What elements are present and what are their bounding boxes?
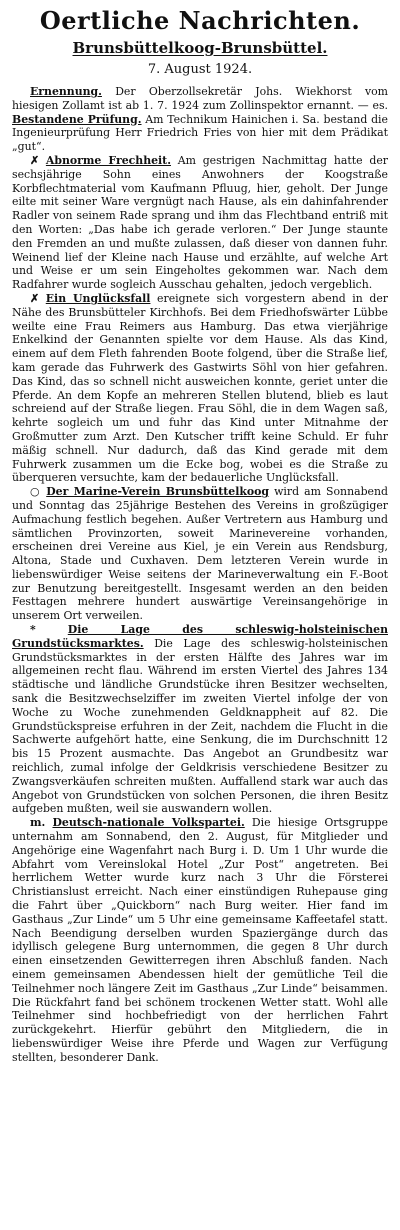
article-body: Die hiesige Ortsgruppe unternahm am Sonnabend, den 2. August, für Mitglieder und Angehörige eine Wagenfahrt nach Burg i. D. Um 1 Uhr wurde die Abfahrt vom Vereinslokal Hotel „Zur Post“ angetreten. Bei herrlichem Wetter wurde kurz nach 3 Uhr die Försterei Christianslust erreicht. Nach einer einstündigen Ruhepause ging die Fahrt über „Quickborn“ nach Burg weiter. Hier fand im Gasthaus „Zur Linde“ um 5 Uhr eine gemeinsame Kaffeetafel statt. Nach Beendigung derselben wurden Spaziergänge durch das idyllisch gelegene Burg unternommen, die gegen 8 Uhr durch einen einsetzenden Gewitterregen ihren Abschluß fanden. Nach einem gemeinsamen Abendessen hielt der gemütliche Teil die Teilnehmer noch längere Zeit im Gasthaus „Zur Linde“ beisammen. Die Rückfahrt fand bei schönem trockenen Wetter statt. Wohl alle Teilnehmer sind hochbefriedigt von der herrlichen Fahrt zurückgekehrt. Hierfür gebührt den Mitgliedern, die in liebenswürdiger Weise ihre Pferde und Wagen zur Verfügung stellten, besonderer Dank. [12,816,388,1064]
issue-date: 7. August 1924. [147,62,253,77]
article-marine-verein [12,485,388,623]
article-ernennung [12,85,388,154]
article-headline: Die Lage des schleswig-holsteinischen Grundstücksmarktes. [12,623,388,650]
masthead [12,6,388,79]
article-inline-headline: Bestandene Prüfung. [12,112,142,126]
location-subtitle: Brunsbüttelkoog-Brunsbüttel. [72,39,328,57]
article-body: ereignete sich vorgestern abend in der Nähe des Brunsbütteler Kirchhofs. Bei dem Friedhofswärter Lübbe weilte eine Frau Reimers aus Hamburg. Das etwa vierjährige Enkelkind der Genannten spielte vor dem Hause. Als das Kind, einem auf dem Fleth fahrenden Boote folgend, über die Straße lief, kam gerade das Fuhrwerk des Gastwirts Söhl von hier gefahren. Das Kind, das so schnell nicht ausweichen konnte, geriet unter die Pferde. An dem Kopfe an mehreren Stellen blutend, blieb es laut schreiend auf der Straße liegen. Frau Söhl, die in dem Wagen saß, kehrte sogleich um und fuhr das Kind unter Mitnahme der Großmutter zum Arzt. Den Kutscher trifft keine Schuld. Er fuhr mäßig schnell. Nur dadurch, daß das Kind gerade mit dem Fuhrwerk zusammen um die Ecke bog, wobei es die Straße zu überqueren versuchte, kam der bedauerliche Unglücksfall. [12,291,389,485]
article-ungluecksfall [12,292,388,485]
article-headline: Der Marine-Verein Brunsbüttelkoog [46,485,270,499]
article-volkspartei [12,816,388,1064]
article-abnorme-frechheit [12,154,388,292]
article-headline: Abnorme Frechheit. [45,153,171,167]
article-body: wird am Sonnabend und Sonntag das 25jährige Bestehen des Vereins in großzügiger Aufmachung festlich begehen. Außer Vertretern aus Hamburg und sämtlichen Provinzorten, soweit Marinevereine vorhanden, erscheinen drei Vereine aus Kiel, je ein Verein aus Rendsburg, Altona, Stade und Cuxhaven. Dem letzteren Verein wurde in liebenswürdiger Weise seitens der Marineverwaltung ein F.-Boot zur Benutzung bereitgestellt. Insgesamt werden an den beiden Festtagen mehrere hundert auswärtige Vereinsangehörige in unserem Ort verweilen. [12,485,388,623]
article-body: Der Oberzollsekretär Johs. Wiekhorst vom hiesigen Zollamt ist ab 1. 7. 1924 zum Zollinspektor ernannt. — es. [12,85,388,112]
article-body-continued: Am Technikum Hainichen i. Sa. bestand die Ingenieurprüfung Herr Friedrich Fries von hier mit dem Prädikat „gut“. [12,112,388,154]
article-marker: ○ [30,485,42,499]
article-body: Die Lage des schleswig-holsteinischen Grundstücksmarktes in der ersten Hälfte des Jahres war im allgemeinen recht flau. Während im ersten Viertel des Jahres 134 städtische und ländliche Grundstücke ihren Besitzer wechselten, sank die Besitzwechselziffer im zweiten Viertel infolge der von Woche zu Woche zunehmenden Geldknappheit auf 82. Die Grundstückspreise erfuhren in der Zeit, nachdem die Flucht in die Sachwerte aufgehört hatte, eine Senkung, die im Durchschnitt 12 bis 15 Prozent ausmachte. Das Angebot an Grundbesitz war reichlich, zumal infolge der Geldkrisis verschiedene Besitzer zu Zwangsverkäufen schreiten mußten. Auffallend stark war auch das Angebot von Grundstücken von solchen Personen, die ihren Besitz aufgeben mußten, weil sie auswandern wollen. [12,636,388,816]
article-marker: ✗ [30,291,40,305]
article-body: Am gestrigen Nachmittag hatte der sechsjährige Sohn eines Anwohners der Koogstraße Korbflechtmaterial vom Kaufmann Pfluug, hier, geholt. Der Junge eilte mit seiner Ware vergnügt nach Hause, als ein dahinfahrender Radler von seinem Rade sprang und ihm das Flechtband entriß mit den Worten: „Das habe ich gerade verloren.“ Der Junge staunte den Fremden an und mußte zulassen, daß dieser von dannen fuhr. Weinend lief der Kleine nach Hause und erzählte, auf welche Art und Weise er um sein Eingeholtes gekommen war. Nach dem Radfahrer wurde sogleich Ausschau gehalten, jedoch vergeblich. [12,153,388,292]
article-marker: ✗ [30,153,40,167]
article-marker: * [30,623,36,637]
article-headline: Ernennung. [30,85,102,98]
article-marker: m. [30,816,46,830]
article-headline: Deutsch-nationale Volkspartei. [52,816,245,830]
article-headline: Ein Unglücksfall [45,291,151,305]
article-grundstuecksmarkt [12,623,388,816]
section-title: Oertliche Nachrichten. [39,6,361,35]
